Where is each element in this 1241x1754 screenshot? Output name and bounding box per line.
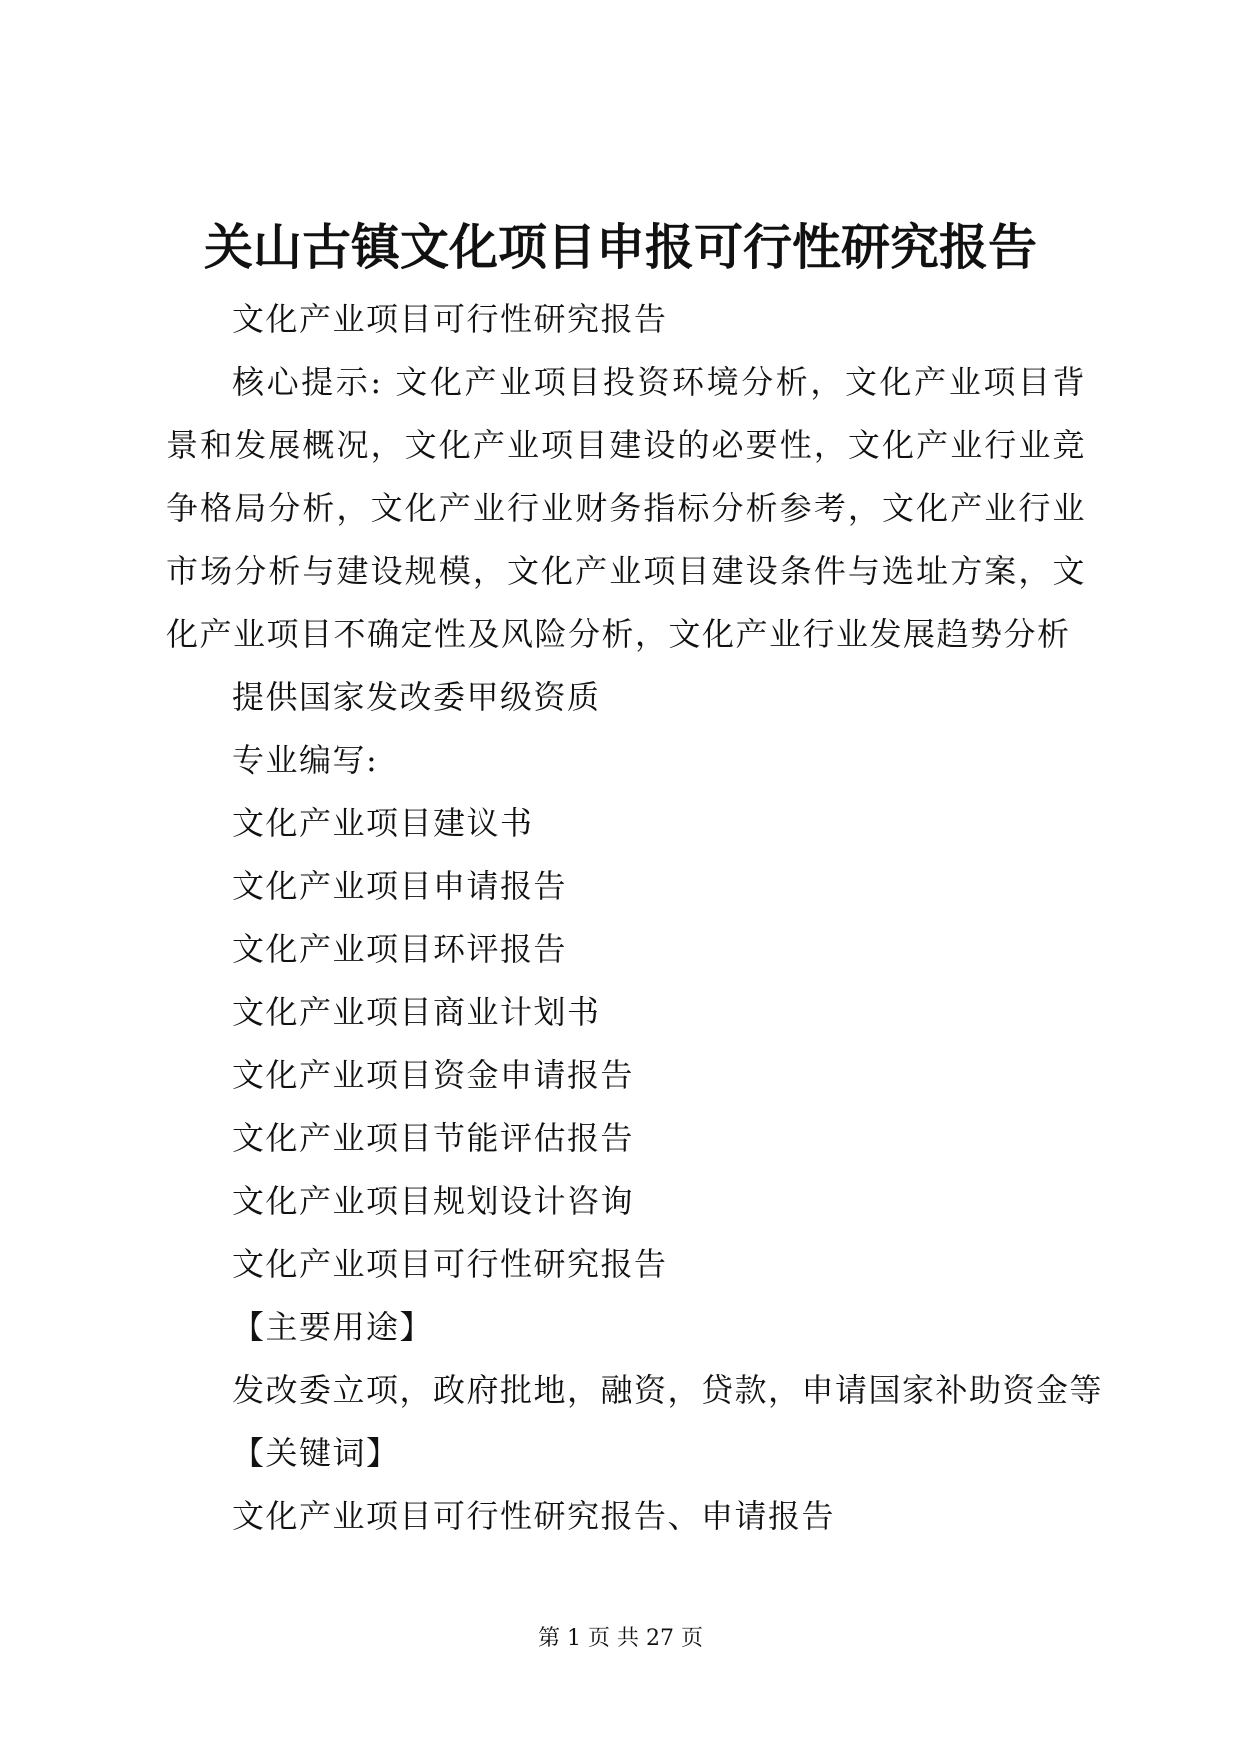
section-heading-keywords: 【关键词】 (232, 1434, 400, 1472)
list-item: 文化产业项目节能评估报告 (232, 1119, 635, 1157)
list-item: 文化产业项目可行性研究报告 (232, 1245, 668, 1283)
list-item: 文化产业项目建议书 (232, 804, 534, 842)
paragraph-keywords: 文化产业项目可行性研究报告、申请报告 (232, 1497, 836, 1535)
paragraph-professional-writing: 专业编写: (232, 741, 379, 779)
paragraph-qualification: 提供国家发改委甲级资质 (232, 678, 601, 716)
page-number-footer: 第 1 页 共 27 页 (538, 1626, 703, 1651)
document-title: 关山古镇文化项目申报可行性研究报告 (203, 219, 1037, 276)
list-item: 文化产业项目申请报告 (232, 867, 568, 905)
paragraph-main-uses: 发改委立项，政府批地，融资，贷款，申请国家补助资金等 (232, 1371, 1104, 1409)
paragraph-subtitle: 文化产业项目可行性研究报告 (232, 300, 668, 338)
list-item: 文化产业项目规划设计咨询 (232, 1182, 635, 1220)
list-item: 文化产业项目商业计划书 (232, 993, 601, 1031)
list-item: 文化产业项目资金申请报告 (232, 1056, 635, 1094)
list-item: 文化产业项目环评报告 (232, 930, 568, 968)
paragraph-core-tips: 核心提示: 文化产业项目投资环境分析，文化产业项目背景和发展概况，文化产业项目建设的必要性，文化产业行业竞争格局分析，文化产业行业财务指标分析参考，文化产业行业市场分析与建设规模，文化产业项目建设条件与选址方案，文化产业项目不确定性及风险分析，文化产业行业发展趋势分析 (166, 363, 1086, 653)
section-heading-main-uses: 【主要用途】 (232, 1308, 434, 1346)
document-body (166, 288, 1104, 1548)
